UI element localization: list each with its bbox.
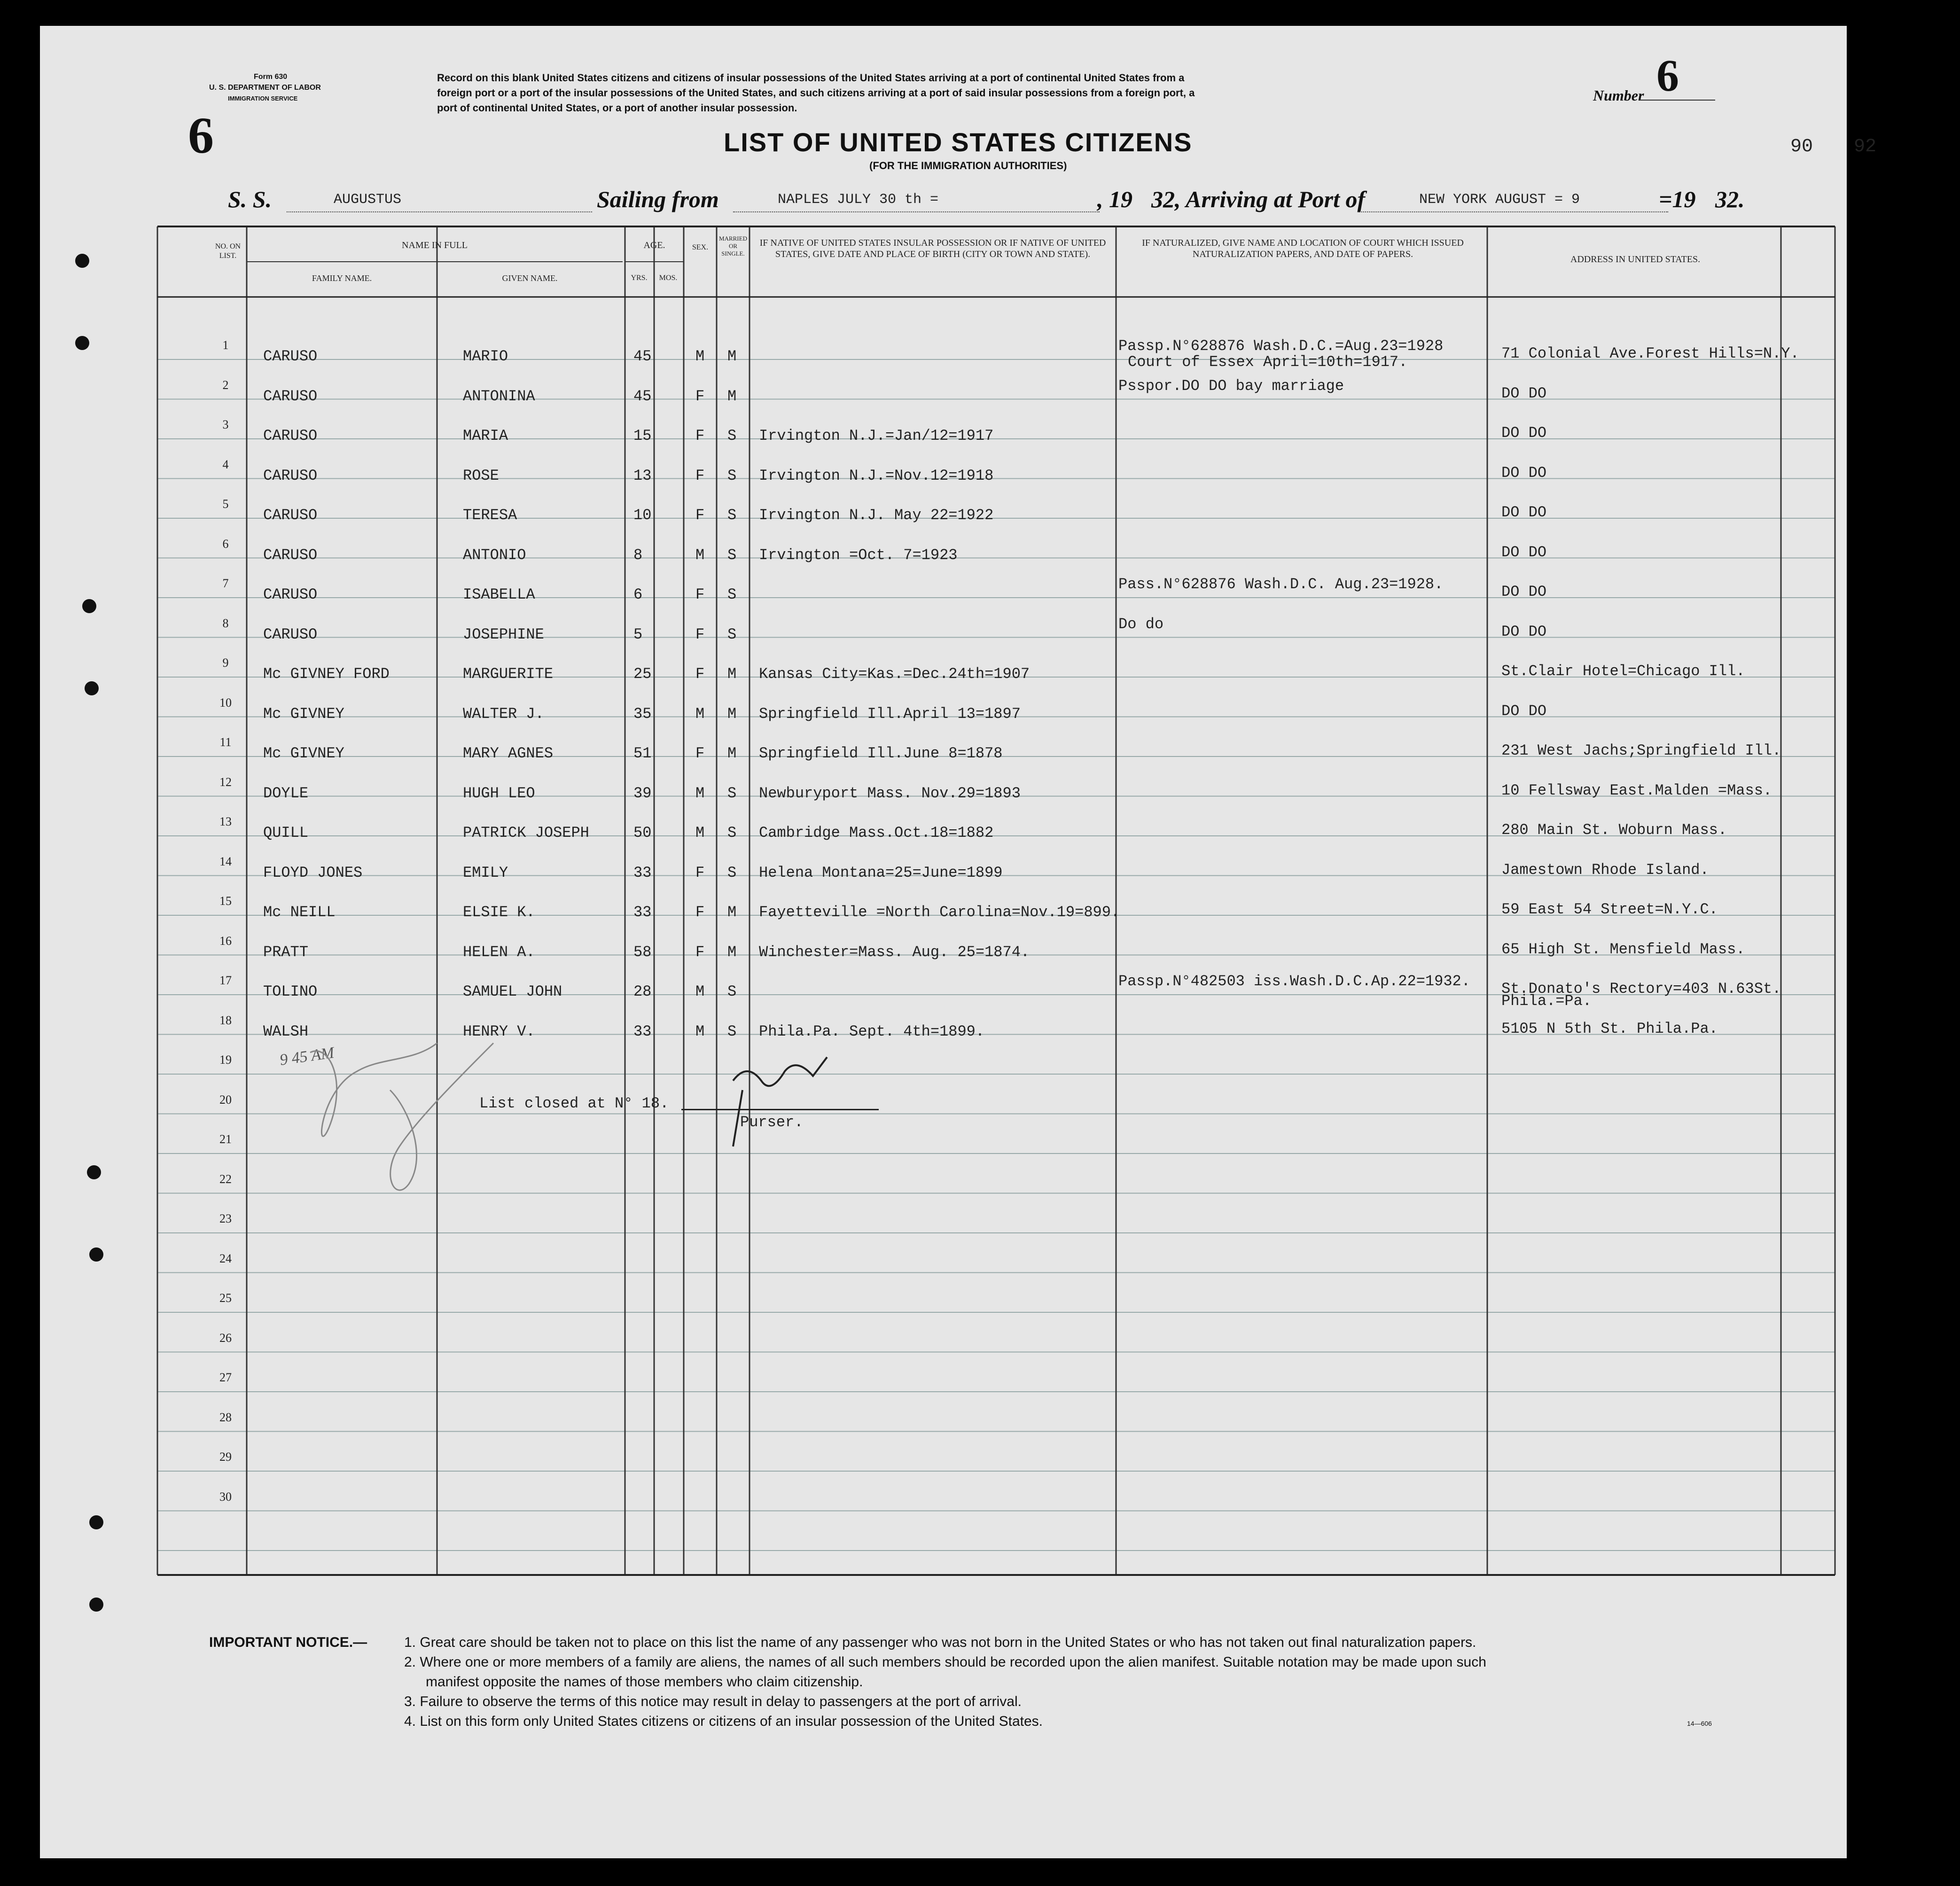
family-name: WALSH xyxy=(263,1022,309,1040)
row-number: 1 xyxy=(222,338,229,352)
us-address: 10 Fellsway East.Malden =Mass. xyxy=(1501,781,1773,799)
row-number: 16 xyxy=(219,934,232,948)
service: IMMIGRATION SERVICE xyxy=(228,95,298,102)
marital-status: M xyxy=(727,745,737,762)
age-years: 10 xyxy=(633,507,652,524)
col-header-address: ADDRESS IN UNITED STATES. xyxy=(1570,254,1701,265)
sex: F xyxy=(695,467,705,484)
sex: F xyxy=(695,625,705,643)
row-number: 17 xyxy=(219,974,232,987)
birth-place-date: Phila.Pa. Sept. 4th=1899. xyxy=(759,1022,985,1040)
us-address: DO DO xyxy=(1501,543,1547,561)
birth-place-date: Kansas City=Kas.=Dec.24th=1907 xyxy=(759,665,1030,683)
given-name: ROSE xyxy=(463,467,499,484)
corner-number-2: 92 xyxy=(1854,136,1877,157)
age-years: 58 xyxy=(633,943,652,961)
arriving-label: , Arriving at Port of xyxy=(1175,186,1366,212)
department: U. S. DEPARTMENT OF LABOR xyxy=(209,84,321,92)
given-name: TERESA xyxy=(463,507,517,524)
notice-item-2: 2. Where one or more members of a family are aliens, the names of all such members should be recorded upon the alien manifest. Suitable notation may be made upon such xyxy=(404,1654,1486,1670)
sex: F xyxy=(695,665,705,683)
marital-status: M xyxy=(727,943,737,961)
row-number: 14 xyxy=(219,854,232,868)
family-name: CARUSO xyxy=(263,546,318,564)
us-address: St.Donato's Rectory=403 N.63St. xyxy=(1501,980,1781,998)
us-address: DO DO xyxy=(1501,424,1547,442)
given-name: HUGH LEO xyxy=(463,784,535,802)
birth-place-date: Winchester=Mass. Aug. 25=1874. xyxy=(759,943,1030,961)
sheet-mark: 6 xyxy=(188,107,214,164)
age-years: 33 xyxy=(633,904,652,921)
notice-item-2-cont: manifest opposite the names of those members who claim citizenship. xyxy=(426,1674,863,1690)
arrive-year-prefix: =19 xyxy=(1659,186,1696,212)
row-number: 24 xyxy=(219,1251,232,1265)
family-name: CARUSO xyxy=(263,586,318,603)
ship-name: AUGUSTUS xyxy=(334,192,402,208)
row-number: 4 xyxy=(222,457,229,471)
us-address: St.Clair Hotel=Chicago Ill. xyxy=(1501,662,1745,680)
family-name: Mc NEILL xyxy=(263,904,336,921)
arrive-year: 32. xyxy=(1715,186,1745,212)
family-name: CARUSO xyxy=(263,387,318,405)
col-header-naturalized: IF NATURALIZED, GIVE NAME AND LOCATION OF COURT WHICH ISSUED NATURALIZATION PAPERS, AND DATE OF PAPERS. xyxy=(1142,238,1464,259)
col-header-married: MARRIED OR SINGLE. xyxy=(719,235,747,257)
given-name: ELSIE K. xyxy=(463,904,535,921)
col-header-name: NAME IN FULL xyxy=(402,240,468,250)
naturalization: Passp.N°482503 iss.Wash.D.C.Ap.22=1932. xyxy=(1118,973,1470,990)
given-name: HENRY V. xyxy=(463,1022,535,1040)
age-years: 6 xyxy=(633,586,643,603)
page-subtitle: (FOR THE IMMIGRATION AUTHORITIES) xyxy=(869,160,1067,171)
col-header-no: NO. ON LIST. xyxy=(215,242,241,260)
birth-place-date: Irvington N.J.=Nov.12=1918 xyxy=(759,467,994,484)
age-years: 15 xyxy=(633,427,652,444)
sex: F xyxy=(695,904,705,921)
given-name: ISABELLA xyxy=(463,586,535,603)
family-name: QUILL xyxy=(263,824,309,842)
birth-place-date: Newburyport Mass. Nov.29=1893 xyxy=(759,784,1021,802)
family-name: CARUSO xyxy=(263,427,318,444)
us-address-line2: Phila.=Pa. xyxy=(1501,992,1592,1010)
us-address: Jamestown Rhode Island. xyxy=(1501,861,1709,879)
birth-place-date: Springfield Ill.April 13=1897 xyxy=(759,705,1021,723)
us-address: 231 West Jachs;Springfield Ill. xyxy=(1501,742,1781,759)
row-number: 27 xyxy=(219,1371,232,1384)
naturalization: Passp.N°628876 Wash.D.C.=Aug.23=1928 xyxy=(1118,337,1444,355)
sex: F xyxy=(695,864,705,881)
given-name: MARY AGNES xyxy=(463,745,554,762)
row-number: 8 xyxy=(222,616,229,630)
naturalization: Pass.N°628876 Wash.D.C. Aug.23=1928. xyxy=(1118,576,1444,593)
notice-item-1: 1. Great care should be taken not to place on this list the name of any passenger who was not born in the United States or who has not taken out final naturalization papers. xyxy=(404,1635,1476,1650)
us-address: 5105 N 5th St. Phila.Pa. xyxy=(1501,1020,1718,1037)
row-number: 18 xyxy=(219,1013,232,1027)
naturalization-court: Court of Essex April=10th=1917. xyxy=(1128,353,1408,371)
marital-status: S xyxy=(727,507,737,524)
binder-hole xyxy=(82,599,96,613)
sex: F xyxy=(695,943,705,961)
marital-status: M xyxy=(727,387,737,405)
col-header-yrs: YRS. xyxy=(631,274,648,282)
marital-status: S xyxy=(727,1022,737,1040)
us-address: 71 Colonial Ave.Forest Hills=N.Y. xyxy=(1501,345,1799,362)
us-address: 59 East 54 Street=N.Y.C. xyxy=(1501,901,1718,918)
birth-place-date: Irvington N.J.=Jan/12=1917 xyxy=(759,427,994,444)
binder-hole xyxy=(89,1247,103,1262)
us-address: DO DO xyxy=(1501,583,1547,600)
instruction-line-2: foreign port or a port of the insular possessions of the United States, and such citizens arriving at a port of said insular possessions from a foreign port, a xyxy=(437,87,1195,99)
age-years: 8 xyxy=(633,546,643,564)
sail-year-prefix: , 19 xyxy=(1097,186,1132,212)
age-years: 33 xyxy=(633,1022,652,1040)
sail-year: 32 xyxy=(1151,186,1175,212)
row-number: 13 xyxy=(219,815,232,828)
list-closed-text: List closed at N° 18. xyxy=(479,1095,669,1112)
row-number: 6 xyxy=(222,537,229,551)
marital-status: S xyxy=(727,467,737,484)
col-header-mos: MOS. xyxy=(659,274,678,282)
row-number: 29 xyxy=(219,1450,232,1464)
given-name: ANTONINA xyxy=(463,387,535,405)
family-name: PRATT xyxy=(263,943,309,961)
age-years: 35 xyxy=(633,705,652,723)
us-address: DO DO xyxy=(1501,504,1547,521)
given-name: JOSEPHINE xyxy=(463,625,544,643)
age-years: 50 xyxy=(633,824,652,842)
corner-number-1: 90 xyxy=(1790,136,1813,157)
age-years: 51 xyxy=(633,745,652,762)
row-number: 7 xyxy=(222,577,229,590)
sex: M xyxy=(695,546,705,564)
birth-place-date: Irvington N.J. May 22=1922 xyxy=(759,507,994,524)
age-years: 13 xyxy=(633,467,652,484)
birth-place-date: Irvington =Oct. 7=1923 xyxy=(759,546,958,564)
given-name: PATRICK JOSEPH xyxy=(463,824,589,842)
given-name: ANTONIO xyxy=(463,546,526,564)
sex: M xyxy=(695,348,705,365)
family-name: CARUSO xyxy=(263,625,318,643)
col-header-birth: IF NATIVE OF UNITED STATES INSULAR POSSESSION OR IF NATIVE OF UNITED STATES, GIVE DATE AND PLACE OF BIRTH (CITY OR TOWN AND STATE). xyxy=(759,238,1106,259)
footer-code: 14—606 xyxy=(1687,1720,1712,1727)
family-name: CARUSO xyxy=(263,348,318,365)
notice-item-3: 3. Failure to observe the terms of this notice may result in delay to passengers at the port of arrival. xyxy=(404,1694,1022,1709)
given-name: WALTER J. xyxy=(463,705,544,723)
marital-status: S xyxy=(727,784,737,802)
marital-status: M xyxy=(727,665,737,683)
sex: M xyxy=(695,824,705,842)
col-header-family: FAMILY NAME. xyxy=(312,273,372,283)
instruction-line-3: port of continental United States, or a port of another insular possession. xyxy=(437,102,797,114)
us-address: DO DO xyxy=(1501,702,1547,720)
age-years: 39 xyxy=(633,784,652,802)
age-years: 33 xyxy=(633,864,652,881)
row-number: 2 xyxy=(222,378,229,392)
given-name: MARIA xyxy=(463,427,508,444)
binder-hole xyxy=(87,1165,101,1179)
purser-label: Purser. xyxy=(740,1114,804,1131)
family-name: DOYLE xyxy=(263,784,309,802)
marital-status: S xyxy=(727,983,737,1000)
birth-place-date: Helena Montana=25=June=1899 xyxy=(759,864,1003,881)
sailing-from: NAPLES JULY 30 th = xyxy=(778,192,939,208)
row-number: 5 xyxy=(222,497,229,511)
us-address: DO DO xyxy=(1501,623,1547,640)
age-years: 5 xyxy=(633,625,643,643)
sex: F xyxy=(695,387,705,405)
notice-heading: IMPORTANT NOTICE.— xyxy=(209,1635,367,1650)
marital-status: S xyxy=(727,864,737,881)
age-years: 28 xyxy=(633,983,652,1000)
row-number: 3 xyxy=(222,418,229,431)
row-number: 12 xyxy=(219,775,232,789)
notice-item-4: 4. List on this form only United States citizens or citizens of an insular possession of the United States. xyxy=(404,1714,1043,1729)
marital-status: S xyxy=(727,586,737,603)
birth-place-date: Fayetteville =North Carolina=Nov.19=899. xyxy=(759,904,1120,921)
sex: F xyxy=(695,586,705,603)
row-number: 20 xyxy=(219,1092,232,1107)
sailing-label: Sailing from xyxy=(597,186,719,212)
sex: M xyxy=(695,784,705,802)
arrival-port: NEW YORK AUGUST = 9 xyxy=(1419,192,1580,208)
naturalization: Do do xyxy=(1118,615,1164,633)
family-name: Mc GIVNEY FORD xyxy=(263,665,390,683)
family-name: Mc GIVNEY xyxy=(263,745,344,762)
family-name: TOLINO xyxy=(263,983,318,1000)
row-number: 21 xyxy=(219,1132,232,1146)
marital-status: S xyxy=(727,824,737,842)
marital-status: S xyxy=(727,546,737,564)
us-address: 65 High St. Mensfield Mass. xyxy=(1501,940,1745,958)
row-number: 23 xyxy=(219,1212,232,1225)
us-address: 280 Main St. Woburn Mass. xyxy=(1501,821,1727,839)
col-header-age: AGE. xyxy=(643,240,665,250)
given-name: HELEN A. xyxy=(463,943,535,961)
given-name: EMILY xyxy=(463,864,508,881)
row-number: 22 xyxy=(219,1172,232,1186)
binder-hole xyxy=(89,1515,103,1529)
naturalization: Psspor.DO DO bay marriage xyxy=(1118,377,1344,395)
family-name: FLOYD JONES xyxy=(263,864,363,881)
row-number: 11 xyxy=(219,735,232,749)
sex: M xyxy=(695,1022,705,1040)
row-number: 30 xyxy=(219,1489,232,1504)
page-title: LIST OF UNITED STATES CITIZENS xyxy=(724,127,1193,157)
row-number: 25 xyxy=(219,1291,232,1305)
sex: F xyxy=(695,745,705,762)
row-number: 19 xyxy=(219,1053,232,1067)
age-years: 45 xyxy=(633,387,652,405)
instruction-line-1: Record on this blank United States citizens and citizens of insular possessions of the United States arriving at a port of continental United States from a xyxy=(437,72,1185,84)
marital-status: S xyxy=(727,625,737,643)
birth-place-date: Springfield Ill.June 8=1878 xyxy=(759,745,1003,762)
binder-hole xyxy=(75,254,89,268)
binder-hole xyxy=(89,1598,103,1612)
sex: F xyxy=(695,427,705,444)
row-number: 15 xyxy=(219,894,232,908)
sex: M xyxy=(695,983,705,1000)
family-name: Mc GIVNEY xyxy=(263,705,344,723)
age-years: 25 xyxy=(633,665,652,683)
family-name: CARUSO xyxy=(263,507,318,524)
row-number: 26 xyxy=(219,1331,232,1345)
row-number: 28 xyxy=(219,1410,232,1424)
binder-hole xyxy=(85,681,99,695)
inspector-stamp-time: 9 45 AM xyxy=(278,1044,336,1069)
us-address: DO DO xyxy=(1501,384,1547,402)
col-header-sex: SEX. xyxy=(692,243,709,251)
sex: F xyxy=(695,507,705,524)
family-name: CARUSO xyxy=(263,467,318,484)
given-name: SAMUEL JOHN xyxy=(463,983,562,1000)
given-name: MARIO xyxy=(463,348,508,365)
age-years: 45 xyxy=(633,348,652,365)
marital-status: M xyxy=(727,904,737,921)
given-name: MARGUERITE xyxy=(463,665,554,683)
marital-status: M xyxy=(727,705,737,723)
birth-place-date: Cambridge Mass.Oct.18=1882 xyxy=(759,824,994,842)
us-address: DO DO xyxy=(1501,464,1547,482)
row-number: 10 xyxy=(219,695,232,709)
binder-hole xyxy=(75,336,89,350)
number-value: 6 xyxy=(1656,50,1679,101)
form-number: Form 630 xyxy=(254,73,288,81)
marital-status: M xyxy=(727,348,737,365)
sex: M xyxy=(695,705,705,723)
marital-status: S xyxy=(727,427,737,444)
col-header-given: GIVEN NAME. xyxy=(502,273,558,283)
number-label: Number xyxy=(1593,87,1644,104)
ss-label: S. S. xyxy=(228,186,272,212)
row-number: 9 xyxy=(222,656,229,670)
